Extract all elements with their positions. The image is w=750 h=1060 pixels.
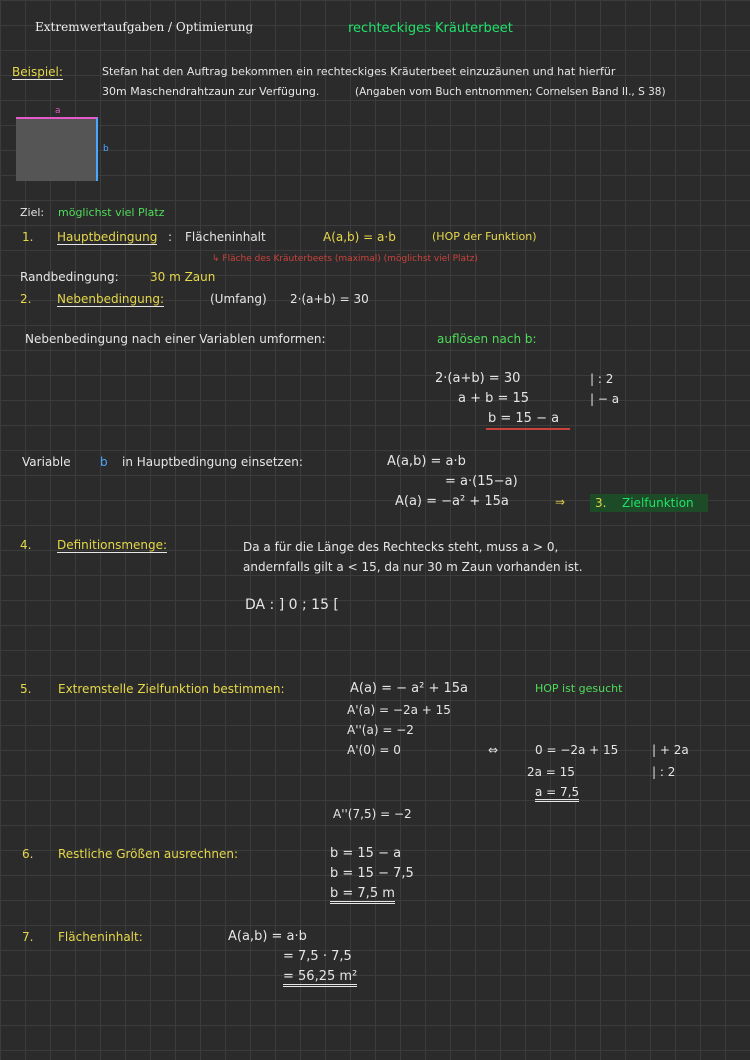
step2-formula: 2·(a+b) = 30 <box>290 292 369 306</box>
step2-label: Nebenbedingung: <box>57 292 165 306</box>
step5-solve1: 0 = −2a + 15 <box>535 743 619 757</box>
step1-number: 1. <box>22 230 34 244</box>
step5-condition: A'(0) = 0 <box>347 743 401 757</box>
rectangle-sketch <box>16 117 98 181</box>
step1-red-note: ↳ Fläche des Kräuterbeets (maximal) (möglichst viel Platz) <box>212 254 478 264</box>
step1-label: Hauptbedingung <box>57 230 158 244</box>
example-source: (Angaben vom Buch entnommen; Cornelsen Band II., S 38) <box>355 86 666 98</box>
step2-desc: (Umfang) <box>210 292 267 306</box>
step6-eq2: b = 15 − 7,5 <box>330 866 414 881</box>
step4-domain: DA : ] 0 ; 15 [ <box>245 597 339 613</box>
step6-eq1: b = 15 − a <box>330 846 402 861</box>
example-label: Beispiel: <box>12 65 63 79</box>
page-title: Extremwertaufgaben / Optimierung <box>35 20 254 34</box>
side-a-label: a <box>55 106 61 116</box>
step5-number: 5. <box>20 682 32 696</box>
step5-note: HOP ist gesucht <box>535 682 623 695</box>
step7-eq3: = 56,25 m² <box>283 970 357 987</box>
step1-note: (HOP der Funktion) <box>432 230 537 243</box>
result-underline <box>486 428 570 430</box>
example-text-line2: 30m Maschendrahtzaun zur Verfügung. <box>102 85 320 98</box>
step7-eq1: A(a,b) = a·b <box>228 929 307 944</box>
step6-eq3: b = 7,5 m <box>330 887 395 904</box>
step4-label: Definitionsmenge: <box>57 538 168 552</box>
substitute-eq2: = a·(15−a) <box>445 474 518 489</box>
step7-eq2: = 7,5 · 7,5 <box>283 949 352 964</box>
substitute-eq3: A(a) = −a² + 15a <box>395 494 509 509</box>
topic-title: rechteckiges Kräuterbeet <box>348 21 513 36</box>
goal-value: möglichst viel Platz <box>58 206 165 219</box>
example-text-line1: Stefan hat den Auftrag bekommen ein rechteckiges Kräuterbeet einzuzäunen und hat hierfür <box>102 65 616 78</box>
rearrange-eq2-op: | − a <box>590 392 620 406</box>
step5-derivative1: A'(a) = −2a + 15 <box>347 703 451 717</box>
target-function-label: Zielfunktion <box>622 496 694 510</box>
step7-number: 7. <box>22 930 34 944</box>
step5-equivalence: ⇔ <box>488 743 499 757</box>
side-b-label: b <box>103 144 109 154</box>
substitute-text-part1: Variable <box>22 455 71 469</box>
step6-label: Restliche Größen ausrechnen: <box>58 847 238 861</box>
step1-colon: : <box>168 230 173 244</box>
boundary-value: 30 m Zaun <box>150 270 216 284</box>
step5-label: Extremstelle Zielfunktion bestimmen: <box>58 682 285 696</box>
step5-solve2: 2a = 15 <box>527 765 575 779</box>
implication-arrow: ⇒ <box>555 495 566 509</box>
step5-function: A(a) = − a² + 15a <box>350 681 469 696</box>
rearrange-eq3: b = 15 − a <box>488 411 560 426</box>
step5-solve3: a = 7,5 <box>535 785 579 802</box>
step5-check: A''(7,5) = −2 <box>333 807 412 821</box>
step5-solve2-op: | : 2 <box>652 765 676 779</box>
target-function-number: 3. <box>595 496 607 510</box>
step5-derivative2: A''(a) = −2 <box>347 723 414 737</box>
step1-name: Flächeninhalt <box>185 230 266 244</box>
step4-number: 4. <box>20 538 32 552</box>
rearrange-text: Nebenbedingung nach einer Variablen umformen: <box>25 332 326 346</box>
rearrange-note: auflösen nach b: <box>437 332 537 346</box>
boundary-label: Randbedingung: <box>20 270 119 284</box>
rearrange-eq1: 2·(a+b) = 30 <box>435 371 521 386</box>
goal-label: Ziel: <box>20 206 45 219</box>
step5-solve1-op: | + 2a <box>652 743 689 757</box>
substitute-text-part2: in Hauptbedingung einsetzen: <box>122 455 303 469</box>
step7-label: Flächeninhalt: <box>58 930 143 944</box>
step4-text-line1: Da a für die Länge des Rechtecks steht, muss a > 0, <box>243 540 559 554</box>
step2-number: 2. <box>20 292 32 306</box>
substitute-var: b <box>100 455 108 469</box>
step6-number: 6. <box>22 847 34 861</box>
rearrange-eq1-op: | : 2 <box>590 372 614 386</box>
substitute-eq1: A(a,b) = a·b <box>387 454 466 469</box>
rearrange-eq2: a + b = 15 <box>458 391 530 406</box>
step1-formula: A(a,b) = a·b <box>323 230 396 244</box>
step4-text-line2: andernfalls gilt a < 15, da nur 30 m Zaun vorhanden ist. <box>243 560 583 574</box>
